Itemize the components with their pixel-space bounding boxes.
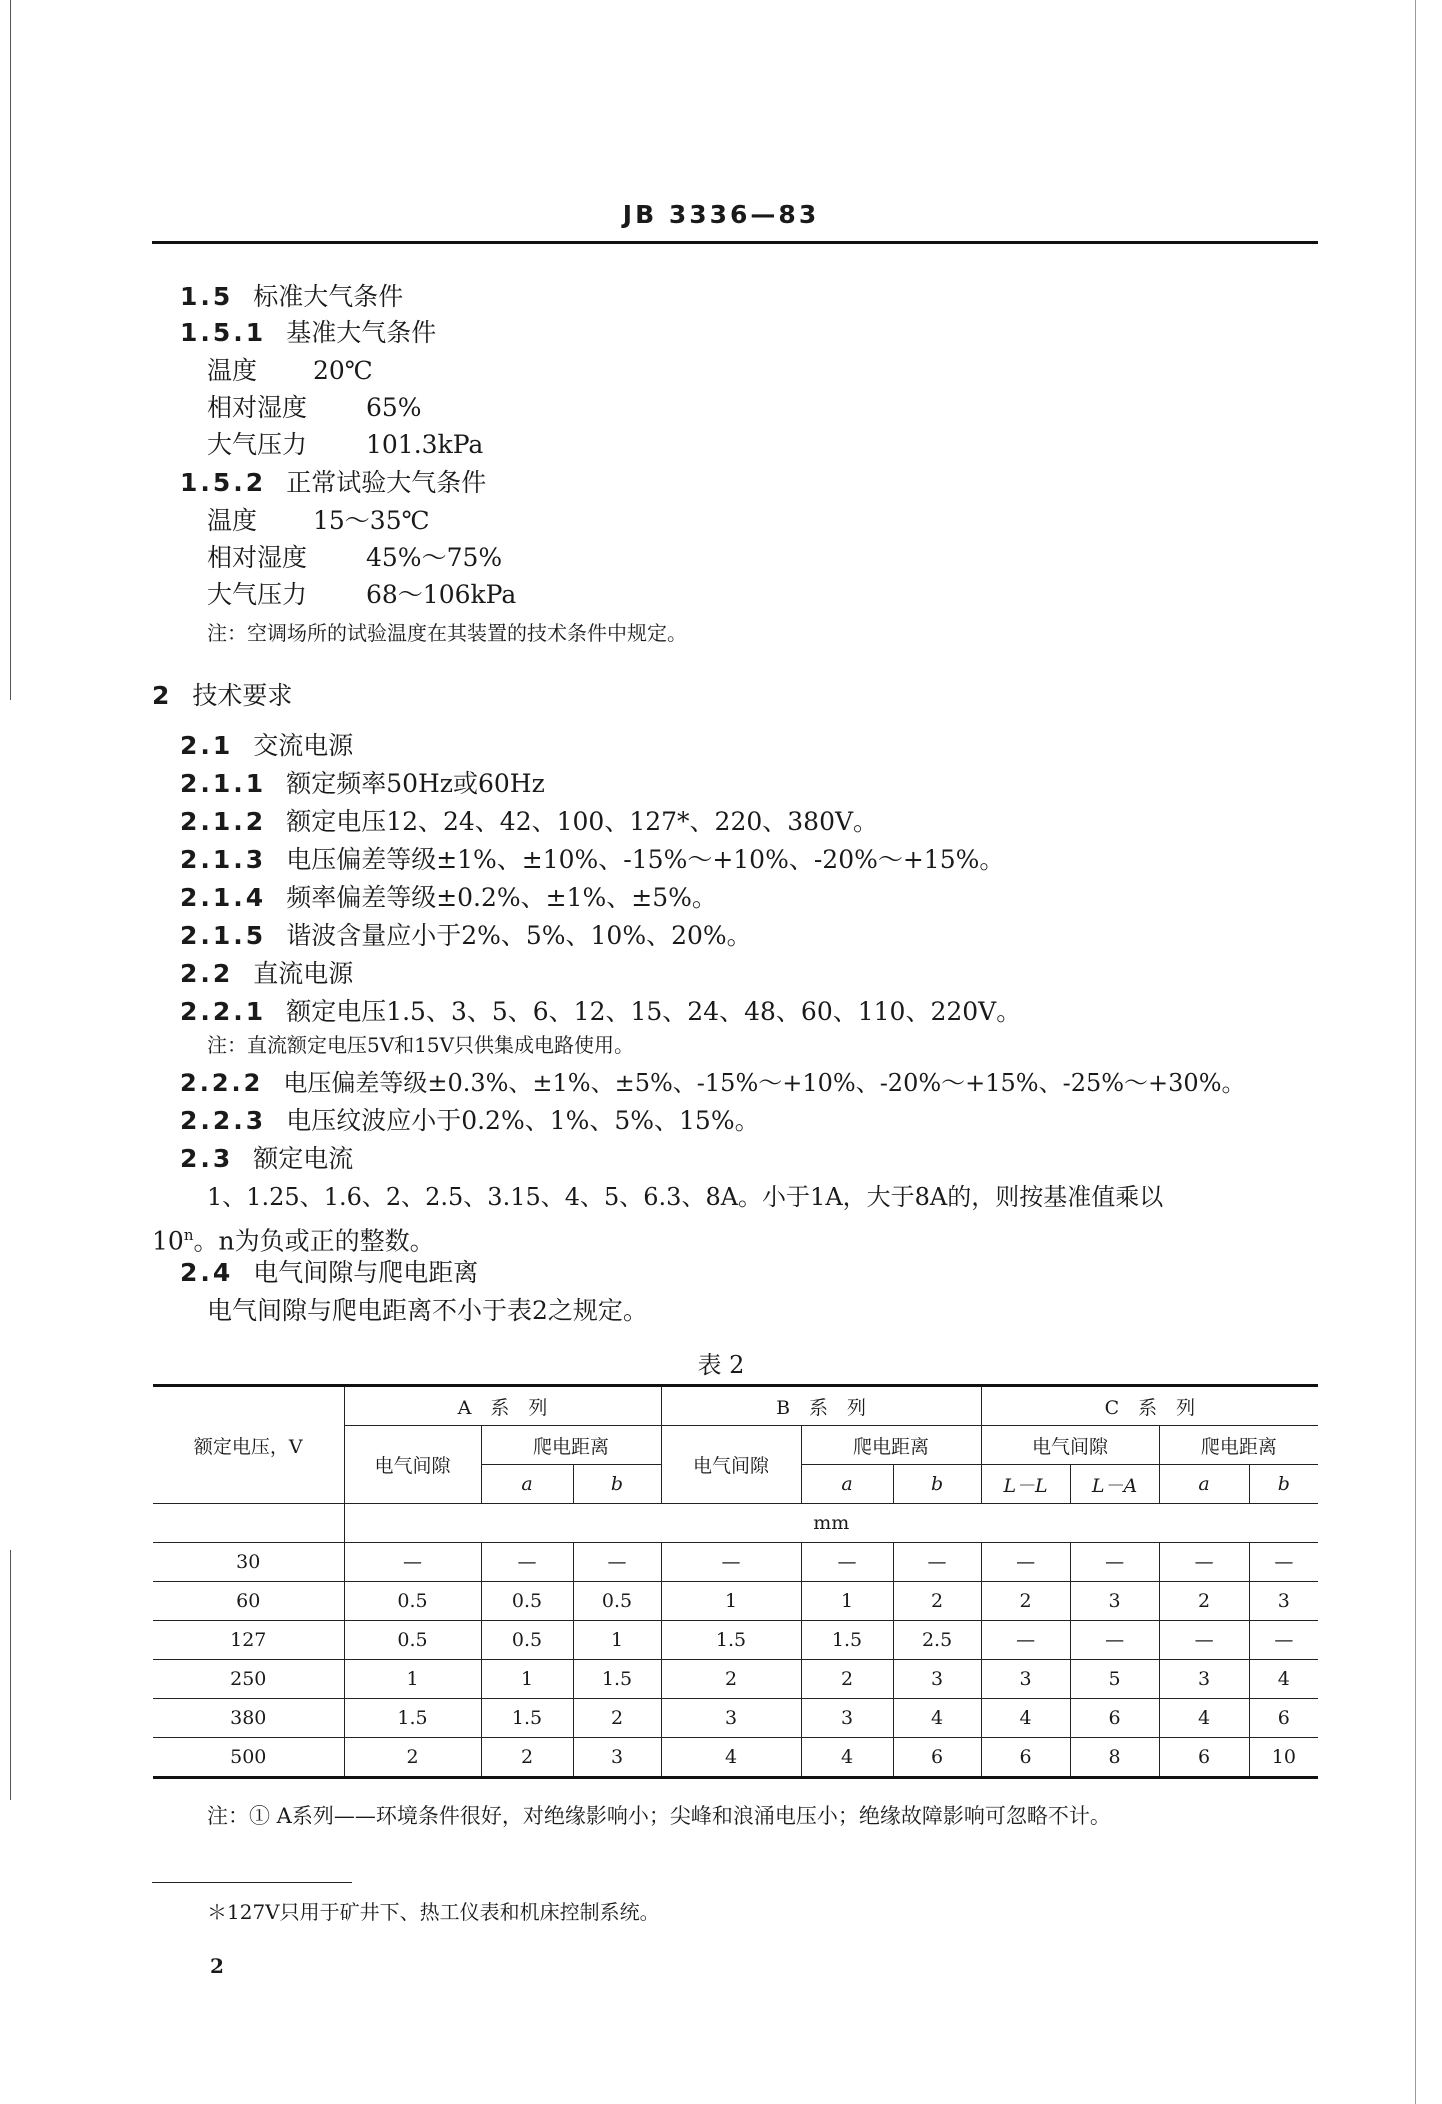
table-cell: 0.5 xyxy=(481,1621,573,1660)
table-caption: 表 2 xyxy=(697,1351,745,1379)
table-cell: 0.5 xyxy=(573,1582,661,1621)
scan-border-left xyxy=(10,0,11,700)
section-title: 交流电源 xyxy=(253,731,354,760)
table-cell: 3 xyxy=(801,1699,893,1738)
table-cell: 0.5 xyxy=(344,1621,481,1660)
section-number: 2.2.1 xyxy=(180,997,267,1026)
table-cell: 4 xyxy=(661,1738,801,1778)
col-header-a: a xyxy=(1159,1465,1249,1504)
section-2-2 xyxy=(180,959,353,989)
section-number: 2.1.3 xyxy=(180,845,267,874)
col-header-b: b xyxy=(893,1465,981,1504)
table-cell: 2 xyxy=(1159,1582,1249,1621)
section-2 xyxy=(152,681,292,711)
clause-2-2-3 xyxy=(180,1106,760,1136)
table-cell: 10 xyxy=(1249,1738,1318,1778)
col-header-b: b xyxy=(1249,1465,1318,1504)
table-cell: 6 xyxy=(1159,1738,1249,1778)
page-number: 2 xyxy=(210,1954,224,1978)
voltage-cell: 127 xyxy=(153,1621,344,1660)
clause-text: 谐波含量应小于2%、5%、10%、20%。 xyxy=(286,921,752,950)
col-header-clearance: 电气间隙 xyxy=(661,1426,801,1504)
table-cell: — xyxy=(1159,1543,1249,1582)
voltage-cell: 380 xyxy=(153,1699,344,1738)
table-row xyxy=(153,1621,1318,1660)
clause-2-2-1 xyxy=(180,997,1021,1027)
table-cell: 2 xyxy=(661,1660,801,1699)
section-title: 标准大气条件 xyxy=(253,282,404,311)
group-header-b: B 系 列 xyxy=(661,1386,981,1426)
table-cell: 0.5 xyxy=(344,1582,481,1621)
table-cell: — xyxy=(981,1621,1070,1660)
section-number: 2.1.2 xyxy=(180,807,267,836)
table-cell: 1 xyxy=(661,1582,801,1621)
table-cell: — xyxy=(1159,1621,1249,1660)
condition-value: 101.3kPa xyxy=(366,430,484,459)
table-cell: 4 xyxy=(893,1699,981,1738)
rated-current-text: 1、1.25、1.6、2、2.5、3.15、4、5、6.3、8A。小于1A，大于8A的，则按基准值乘以 xyxy=(207,1183,1164,1211)
table-cell: 8 xyxy=(1070,1738,1159,1778)
table-cell: 2.5 xyxy=(893,1621,981,1660)
col-header-clearance: 电气间隙 xyxy=(981,1426,1159,1465)
section-number: 2.3 xyxy=(180,1144,234,1173)
table-cell: 1 xyxy=(573,1621,661,1660)
condition-value: 65% xyxy=(366,393,422,422)
group-header-c: C 系 列 xyxy=(981,1386,1318,1426)
table-cell: 3 xyxy=(661,1699,801,1738)
clause-text: 额定电压1.5、3、5、6、12、15、24、48、60、110、220V。 xyxy=(286,997,1022,1026)
section-title: 技术要求 xyxy=(192,681,293,710)
table-cell: 2 xyxy=(481,1738,573,1778)
table-cell: 3 xyxy=(981,1660,1070,1699)
section-title: 基准大气条件 xyxy=(286,318,437,347)
section-number: 2.1.1 xyxy=(180,769,267,798)
table-row-header: 额定电压，V xyxy=(153,1386,344,1504)
table-cell: 6 xyxy=(981,1738,1070,1778)
col-header-b: b xyxy=(573,1465,661,1504)
note: 注：空调场所的试验温度在其装置的技术条件中规定。 xyxy=(207,621,687,645)
table-cell: 1.5 xyxy=(344,1699,481,1738)
clause-2-1-4 xyxy=(180,883,717,913)
clause-text: 电压偏差等级±0.3%、±1%、±5%、-15%～+10%、-20%～+15%、-25%～+30%。 xyxy=(283,1069,1246,1097)
table-cell: 2 xyxy=(981,1582,1070,1621)
condition-label: 大气压力 xyxy=(207,430,308,459)
unit-spacer xyxy=(153,1504,344,1543)
table-row xyxy=(153,1543,1318,1582)
table-cell: 3 xyxy=(1249,1582,1318,1621)
condition-label: 温度 xyxy=(207,356,258,385)
table-cell: — xyxy=(981,1543,1070,1582)
clause-text: 电压偏差等级±1%、±10%、-15%～+10%、-20%～+15%。 xyxy=(286,845,1005,874)
clause-2-1-2 xyxy=(180,807,878,837)
section-number: 2.2.2 xyxy=(180,1069,264,1097)
table-cell: 2 xyxy=(801,1660,893,1699)
table-cell: 3 xyxy=(1159,1660,1249,1699)
table-cell: 6 xyxy=(1070,1699,1159,1738)
section-number: 2.1.5 xyxy=(180,921,267,950)
table-cell: 1.5 xyxy=(801,1621,893,1660)
section-number: 2.2.3 xyxy=(180,1106,267,1135)
condition-value: 20℃ xyxy=(313,356,373,385)
unit-row: mm xyxy=(344,1504,1318,1543)
clause-text: 电压纹波应小于0.2%、1%、5%、15%。 xyxy=(286,1106,760,1135)
clause-text: 频率偏差等级±0.2%、±1%、±5%。 xyxy=(286,883,717,912)
section-title: 电气间隙与爬电距离 xyxy=(253,1258,479,1287)
table-cell: 4 xyxy=(1249,1660,1318,1699)
table-note: 注：① A系列——环境条件很好，对绝缘影响小；尖峰和浪涌电压小；绝缘故障影响可忽略不计。 xyxy=(207,1804,1111,1828)
table-cell: 3 xyxy=(893,1660,981,1699)
table-cell: 1 xyxy=(801,1582,893,1621)
section-title: 额定电流 xyxy=(253,1144,354,1173)
section-2-4-text: 电气间隙与爬电距离不小于表2之规定。 xyxy=(207,1296,648,1325)
section-1-5-2 xyxy=(180,468,486,498)
table-cell: — xyxy=(1070,1621,1159,1660)
clause-2-1-1 xyxy=(180,769,545,799)
table-cell: 3 xyxy=(573,1738,661,1778)
voltage-cell: 60 xyxy=(153,1582,344,1621)
col-header-clearance: 电气间隙 xyxy=(344,1426,481,1504)
header-rule xyxy=(152,241,1318,244)
section-1-5-1 xyxy=(180,318,436,348)
table-cell: 1 xyxy=(481,1660,573,1699)
table-cell: — xyxy=(344,1543,481,1582)
table-cell: — xyxy=(1249,1621,1318,1660)
voltage-cell: 500 xyxy=(153,1738,344,1778)
table-cell: — xyxy=(481,1543,573,1582)
condition-label: 大气压力 xyxy=(207,580,308,609)
section-title: 正常试验大气条件 xyxy=(286,468,487,497)
table-cell: 3 xyxy=(1070,1582,1159,1621)
table-cell: — xyxy=(573,1543,661,1582)
table-cell: 4 xyxy=(1159,1699,1249,1738)
clause-text: 额定频率50Hz或60Hz xyxy=(286,769,545,798)
section-number: 2.2 xyxy=(180,959,234,988)
clause-2-2-2 xyxy=(180,1068,1246,1098)
table-cell: 6 xyxy=(1249,1699,1318,1738)
section-number: 1.5 xyxy=(180,282,234,311)
scan-border-right xyxy=(1415,0,1416,2104)
table-cell: 1 xyxy=(344,1660,481,1699)
group-header-a: A 系 列 xyxy=(344,1386,661,1426)
section-2-4 xyxy=(180,1258,478,1288)
scan-border-left-lower xyxy=(10,1550,11,1800)
text-fragment: 10 xyxy=(152,1226,184,1256)
table-cell: 1.5 xyxy=(661,1621,801,1660)
section-2-1 xyxy=(180,731,353,761)
table-cell: 2 xyxy=(573,1699,661,1738)
section-number: 1.5.2 xyxy=(180,468,267,497)
table-cell: 6 xyxy=(893,1738,981,1778)
table-cell: 1.5 xyxy=(481,1699,573,1738)
section-number: 2.4 xyxy=(180,1258,234,1287)
voltage-cell: 250 xyxy=(153,1660,344,1699)
col-header-a: a xyxy=(801,1465,893,1504)
col-header-ll: L－L xyxy=(981,1465,1070,1504)
table-row xyxy=(153,1660,1318,1699)
table-cell: — xyxy=(1070,1543,1159,1582)
section-number: 2.1 xyxy=(180,731,234,760)
table-row xyxy=(153,1582,1318,1621)
table-cell: — xyxy=(801,1543,893,1582)
condition-value: 68～106kPa xyxy=(366,580,517,609)
table-cell: 4 xyxy=(981,1699,1070,1738)
col-header-creepage: 爬电距离 xyxy=(1159,1426,1318,1465)
section-number: 2 xyxy=(152,681,173,710)
table-cell: 0.5 xyxy=(481,1582,573,1621)
voltage-cell: 30 xyxy=(153,1543,344,1582)
table-cell: 4 xyxy=(801,1738,893,1778)
clause-text: 额定电压12、24、42、100、127*、220、380V。 xyxy=(286,807,879,836)
note: 注：直流额定电压5V和15V只供集成电路使用。 xyxy=(207,1033,635,1057)
document-code-header: JB 3336—83 xyxy=(622,200,820,229)
condition-label: 相对湿度 xyxy=(207,393,308,422)
condition-label: 温度 xyxy=(207,506,258,535)
section-2-3 xyxy=(180,1144,353,1174)
condition-value: 15～35℃ xyxy=(313,506,430,535)
section-1-5 xyxy=(180,282,403,312)
table-cell: — xyxy=(893,1543,981,1582)
clause-2-1-5 xyxy=(180,921,752,951)
section-title: 直流电源 xyxy=(253,959,354,988)
text-fragment: 。n为负或正的整数。 xyxy=(193,1226,435,1256)
rated-current-text-cont xyxy=(152,1220,435,1256)
footnote-rule xyxy=(152,1882,352,1883)
table-cell: 1.5 xyxy=(573,1660,661,1699)
table-cell: — xyxy=(1249,1543,1318,1582)
condition-label: 相对湿度 xyxy=(207,543,308,572)
col-header-creepage: 爬电距离 xyxy=(801,1426,981,1465)
superscript: n xyxy=(183,1226,194,1244)
table-cell: 2 xyxy=(344,1738,481,1778)
condition-value: 45%～75% xyxy=(366,543,503,572)
clause-2-1-3 xyxy=(180,845,1004,875)
table-cell: 5 xyxy=(1070,1660,1159,1699)
section-number: 2.1.4 xyxy=(180,883,267,912)
table-row xyxy=(153,1738,1318,1778)
col-header-a: a xyxy=(481,1465,573,1504)
col-header-creepage: 爬电距离 xyxy=(481,1426,661,1465)
section-number: 1.5.1 xyxy=(180,318,267,347)
table-cell: — xyxy=(661,1543,801,1582)
table-row xyxy=(153,1699,1318,1738)
table-cell: 2 xyxy=(893,1582,981,1621)
col-header-la: L－A xyxy=(1070,1465,1159,1504)
footnote: ＊127V只用于矿井下、热工仪表和机床控制系统。 xyxy=(207,1900,660,1924)
table-2 xyxy=(153,1384,1318,1779)
